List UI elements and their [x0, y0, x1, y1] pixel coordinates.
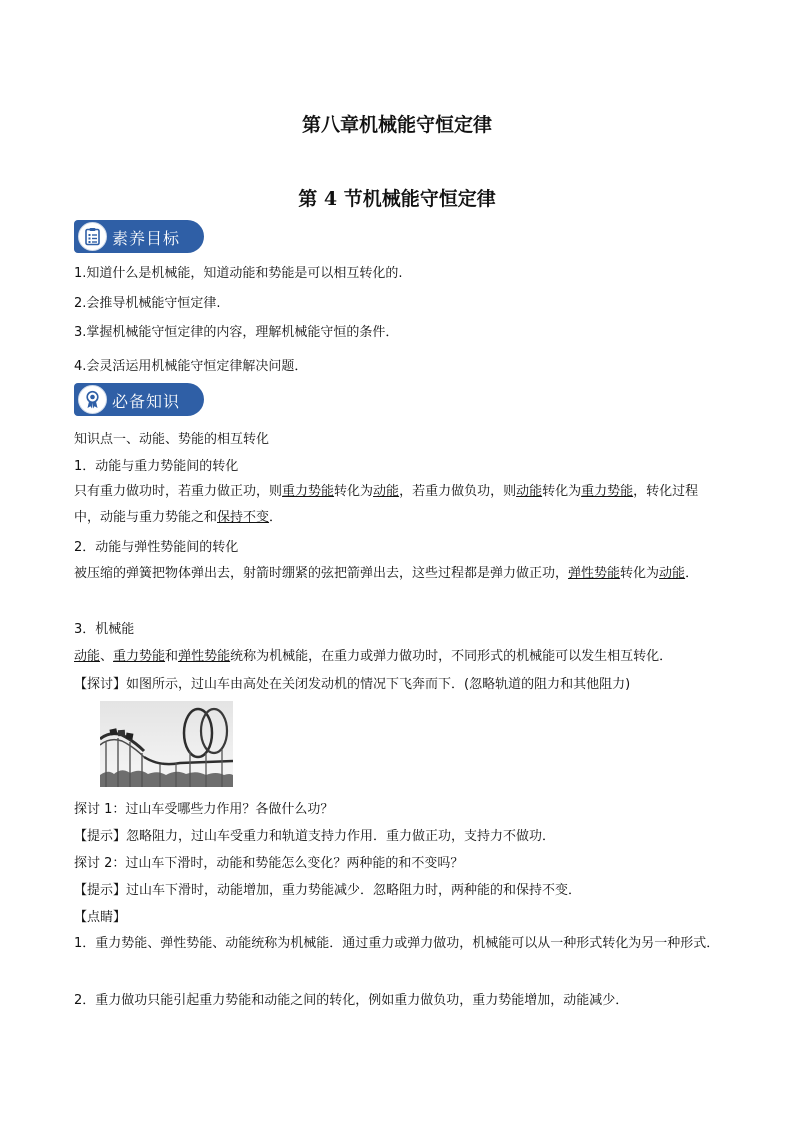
goal-item-2: 2.会推导机械能守恒定律.: [74, 296, 221, 311]
award-ribbon-icon: [78, 385, 107, 414]
knowledge-badge: [74, 383, 204, 416]
question-2: 探讨 2：过山车下滑时，动能和势能怎么变化？两种能的和不变吗？: [74, 856, 464, 871]
sub3-text: 动能、重力势能和弹性势能统称为机械能，在重力或弹力做功时，不同形式的机械能可以发生相互转化．: [74, 649, 673, 664]
sub3-title: 3．机械能: [74, 622, 135, 637]
sub1-title: 1．动能与重力势能间的转化: [74, 459, 239, 474]
goal-item-3: 3.掌握机械能守恒定律的内容，理解机械能守恒的条件．: [74, 325, 399, 340]
roller-coaster-photo: [100, 701, 233, 787]
knowledge-point-title: 知识点一、动能、势能的相互转化: [74, 432, 270, 447]
chapter-title: 第八章机械能守恒定律: [301, 114, 492, 136]
sub2-text: 被压缩的弹簧把物体弹出去，射箭时绷紧的弦把箭弹出去，这些过程都是弹力做正功，弹性势能转化为动能．: [74, 566, 699, 581]
key-point-1: 1．重力势能、弹性势能、动能统称为机械能．通过重力或弹力做功，机械能可以从一种形式转化为另一种形式．: [74, 936, 720, 951]
key-points-title: 【点睛】: [74, 910, 127, 925]
goals-badge: [74, 220, 204, 253]
goals-badge-label: 素养目标: [112, 229, 181, 248]
goal-item-4: 4.会灵活运用机械能守恒定律解决问题．: [74, 359, 308, 374]
goal-item-1: 1.知道什么是机械能，知道动能和势能是可以相互转化的.: [74, 266, 403, 281]
key-point-2: 2．重力做功只能引起重力势能和动能之间的转化，例如重力做负功，重力势能增加，动能减少．: [74, 993, 629, 1008]
question-1: 探讨 1：过山车受哪些力作用？各做什么功？: [74, 802, 334, 817]
sub2-title: 2．动能与弹性势能间的转化: [74, 540, 239, 555]
hint-2: 【提示】过山车下滑时，动能增加，重力势能减少．忽略阻力时，两种能的和保持不变．: [74, 883, 582, 898]
clipboard-icon: [78, 222, 107, 251]
explore-intro: 【探讨】如图所示，过山车由高处在关闭发动机的情况下飞奔而下．(忽略轨道的阻力和其他阻力): [74, 677, 631, 692]
hint-1: 【提示】忽略阻力，过山车受重力和轨道支持力作用．重力做正功，支持力不做功．: [74, 829, 556, 844]
sub1-text: 只有重力做功时，若重力做正功，则重力势能转化为动能，若重力做负功，则动能转化为重力势能，转化过程中，动能与重力势能之和保持不变．: [74, 484, 699, 525]
section-title: 第 4 节机械能守恒定律: [298, 188, 496, 210]
knowledge-badge-label: 必备知识: [112, 392, 181, 411]
